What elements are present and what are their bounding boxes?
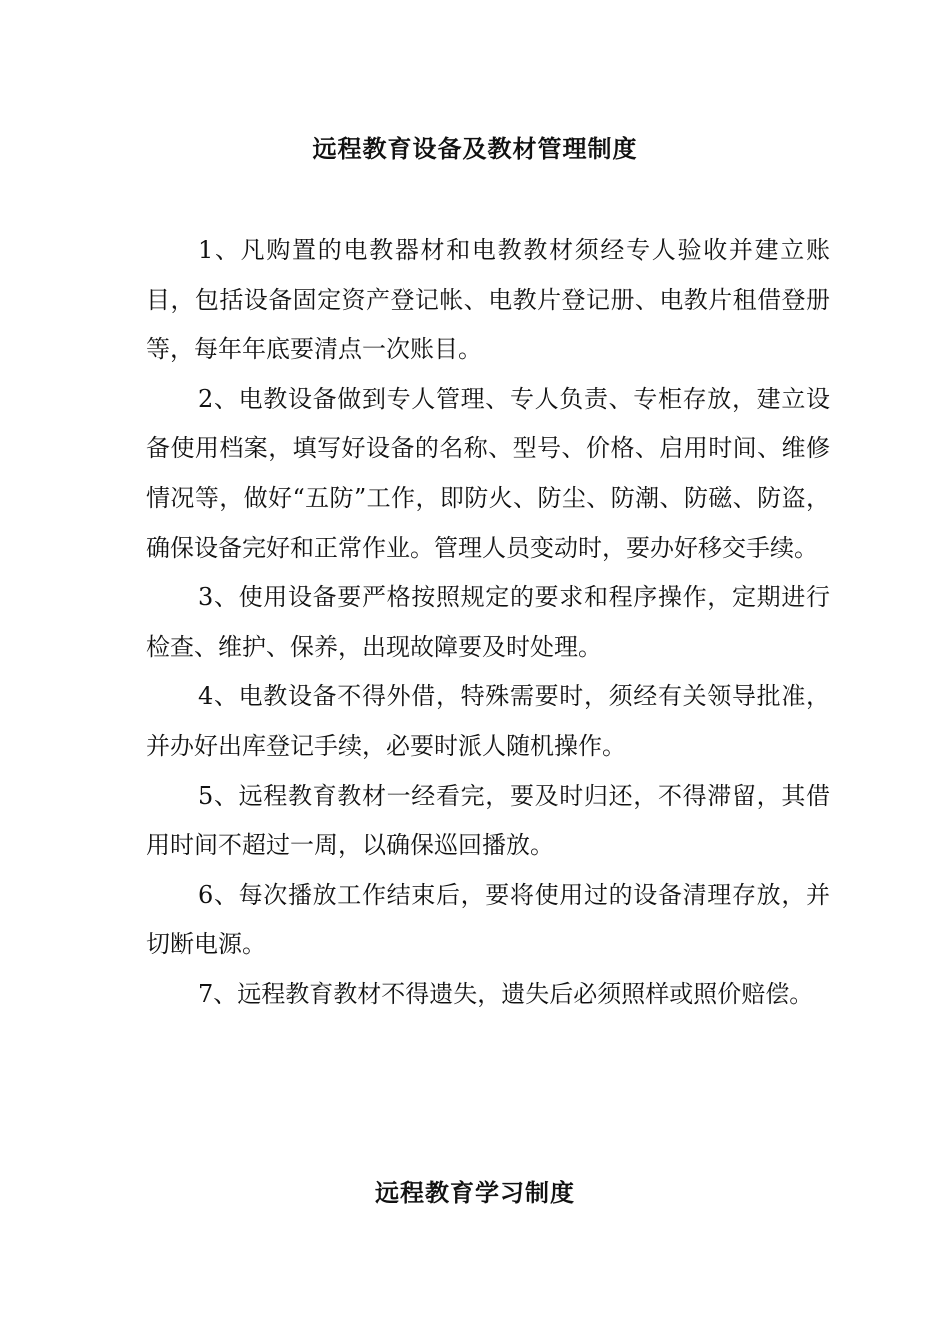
paragraph-2: 2、电教设备做到专人管理、专人负责、专柜存放，建立设备使用档案，填写好设备的名称、型号、价格、启用时间、维修情况等，做好“五防”工作，即防火、防尘、防潮、防磁、防盗，确保设备完好和正常作业。管理人员变动时，要办好移交手续。: [146, 384, 830, 562]
paragraph-7: 7、远程教育教材不得遗失，遗失后必须照样或照价赔偿。: [198, 979, 814, 1008]
paragraph-3: 3、使用设备要严格按照规定的要求和程序操作，定期进行检查、维护、保养，出现故障要及时处理。: [146, 583, 830, 661]
document-body: [146, 226, 830, 1020]
paragraph-6: 6、每次播放工作结束后，要将使用过的设备清理存放，并切断电源。: [146, 880, 830, 959]
document-title: 远程教育设备及教材管理制度: [312, 135, 638, 163]
paragraph-1: 1、凡购置的电教器材和电教教材须经专人验收并建立账目，包括设备固定资产登记帐、电教片登记册、电教片租借登册等，每年年底要清点一次账目。: [146, 236, 830, 364]
paragraph-4: 4、电教设备不得外借，特殊需要时，须经有关领导批准，并办好出库登记手续，必要时派人随机操作。: [146, 682, 830, 760]
paragraph-5: 5、远程教育教材一经看完，要及时归还，不得滞留，其借用时间不超过一周，以确保巡回播放。: [146, 781, 830, 860]
next-section-title: 远程教育学习制度: [375, 1179, 575, 1207]
